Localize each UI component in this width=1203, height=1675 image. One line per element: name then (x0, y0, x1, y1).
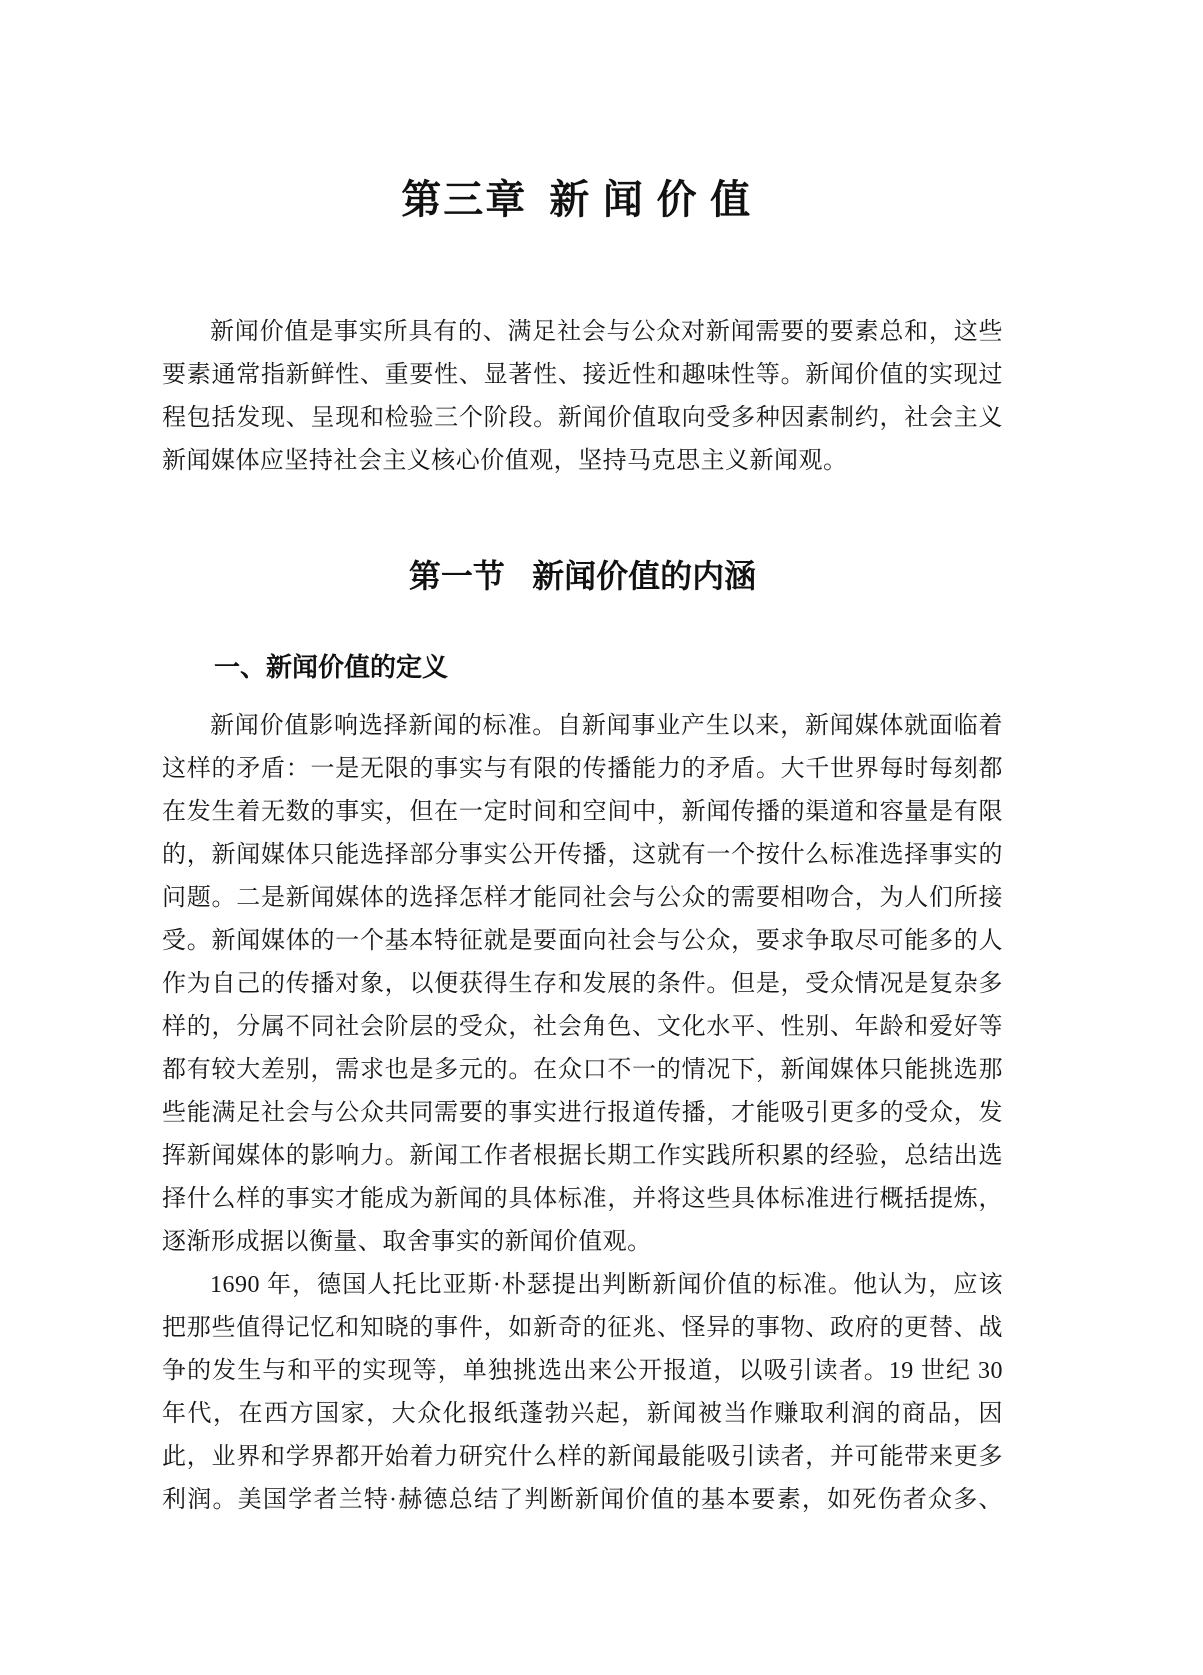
body-line: 受。新闻媒体的一个基本特征就是要面向社会与公众，要求争取尽可能多的人 (162, 928, 1003, 954)
body-line: 把那些值得记忆和知晓的事件，如新奇的征兆、怪异的事物、政府的更替、战 (162, 1315, 1003, 1341)
abstract-line: 要素通常指新鲜性、重要性、显著性、接近性和趣味性等。新闻价值的实现过 (162, 362, 1003, 388)
chapter-title (162, 176, 1003, 224)
abstract-line: 新闻价值是事实所具有的、满足社会与公众对新闻需要的要素总和，这些 (210, 319, 1003, 345)
body-line: 此，业界和学界都开始着力研究什么样的新闻最能吸引读者，并可能带来更多 (162, 1444, 1003, 1470)
subsection-title: 一、新闻价值的定义 (214, 652, 449, 682)
section-title (162, 556, 1003, 596)
section-number: 第一节 (408, 558, 505, 594)
abstract-line: 新闻媒体应坚持社会主义核心价值观，坚持马克思主义新闻观。 (162, 448, 848, 474)
body-line: 样的，分属不同社会阶层的受众，社会角色、文化水平、性别、年龄和爱好等 (162, 1014, 1003, 1040)
body-line: 些能满足社会与公众共同需要的事实进行报道传播，才能吸引更多的受众，发 (162, 1100, 1003, 1126)
chapter-number: 第三章 (401, 178, 528, 222)
body-line: 在发生着无数的事实，但在一定时间和空间中，新闻传播的渠道和容量是有限 (162, 799, 1003, 825)
body-line: 逐渐形成据以衡量、取舍事实的新闻价值观。 (162, 1229, 652, 1255)
body-line: 争的发生与和平的实现等，单独挑选出来公开报道，以吸引读者。19 世纪 30 (162, 1358, 1003, 1384)
body-line: 挥新闻媒体的影响力。新闻工作者根据长期工作实践所积累的经验，总结出选 (162, 1143, 1003, 1169)
chapter-name: 新闻价值 (549, 178, 764, 222)
body-line: 利润。美国学者兰特·赫德总结了判断新闻价值的基本要素，如死伤者众多、 (162, 1487, 1003, 1513)
body-line: 择什么样的事实才能成为新闻的具体标准，并将这些具体标准进行概括提炼， (162, 1186, 1003, 1212)
body-line: 这样的矛盾：一是无限的事实与有限的传播能力的矛盾。大千世界每时每刻都 (162, 756, 1003, 782)
abstract-line: 程包括发现、呈现和检验三个阶段。新闻价值取向受多种因素制约，社会主义 (162, 405, 1003, 431)
section-name: 新闻价值的内涵 (532, 558, 757, 594)
body-line: 年代，在西方国家，大众化报纸蓬勃兴起，新闻被当作赚取利润的商品，因 (162, 1401, 1003, 1427)
body-line: 1690 年，德国人托比亚斯·朴瑟提出判断新闻价值的标准。他认为，应该 (210, 1272, 1003, 1298)
body-line: 问题。二是新闻媒体的选择怎样才能同社会与公众的需要相吻合，为人们所接 (162, 885, 1003, 911)
chapter-abstract (162, 311, 1003, 483)
body-line: 作为自己的传播对象，以便获得生存和发展的条件。但是，受众情况是复杂多 (162, 971, 1003, 997)
body-text (162, 705, 1003, 1522)
body-line: 的，新闻媒体只能选择部分事实公开传播，这就有一个按什么标准选择事实的 (162, 842, 1003, 868)
body-line: 都有较大差别，需求也是多元的。在众口不一的情况下，新闻媒体只能挑选那 (162, 1057, 1003, 1083)
body-line: 新闻价值影响选择新闻的标准。自新闻事业产生以来，新闻媒体就面临着 (210, 713, 1003, 739)
